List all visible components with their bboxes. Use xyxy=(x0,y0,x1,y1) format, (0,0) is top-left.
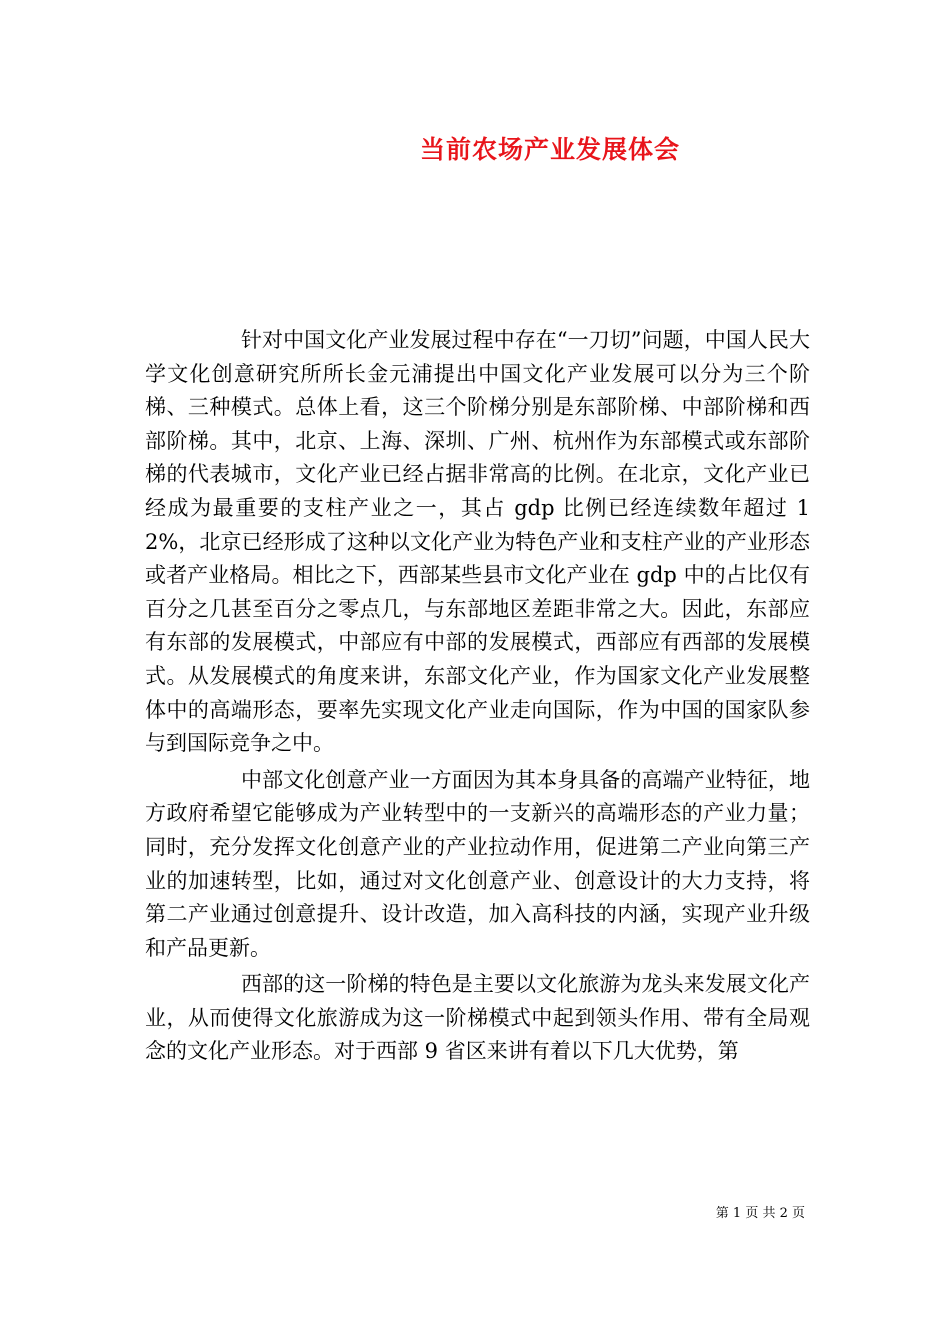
page-footer xyxy=(716,1202,805,1221)
paragraph-3: 西部的这一阶梯的特色是主要以文化旅游为龙头来发展文化产业，从而使得文化旅游成为这一阶梯模式中起到领头作用、带有全局观念的文化产业形态。对于西部 9 省区来讲有着以下几大优势，第 xyxy=(145,972,810,1064)
paragraph-2: 中部文化创意产业一方面因为其本身具备的高端产业特征，地方政府希望它能够成为产业转型中的一支新兴的高端形态的产业力量；同时，充分发挥文化创意产业的产业拉动作用，促进第二产业向第三产业的加速转型，比如，通过对文化创意产业、创意设计的大力支持，将第二产业通过创意提升、设计改造，加入高科技的内涵，实现产业升级和产品更新。 xyxy=(145,767,810,960)
page-number-label: 第 1 页 共 2 页 xyxy=(715,1206,805,1221)
document-title: 当前农场产业发展体会 xyxy=(419,135,680,164)
document-body xyxy=(145,324,810,1072)
paragraph-1: 针对中国文化产业发展过程中存在“一刀切”问题，中国人民大学文化创意研究所所长金元浦提出中国文化产业发展可以分为三个阶梯、三种模式。总体上看，这三个阶梯分别是东部阶梯、中部阶梯和西部阶梯。其中，北京、上海、深圳、广州、杭州作为东部模式或东部阶梯的代表城市，文化产业已经占据非常高的比例。在北京，文化产业已经成为最重要的支柱产业之一，其占 gdp 比例已经连续数年超过 12%，北京已经形成了这种以文化产业为特色产业和支柱产业的产业形态或者产业格局。相比之下，西部某些县市文化产业在 gdp 中的占比仅有百分之几甚至百分之零点几，与东部地区差距非常之大。因此，东部应有东部的发展模式，中部应有中部的发展模式，西部应有西部的发展模式。从发展模式的角度来讲，东部文化产业，作为国家文化产业发展整体中的高端形态，要率先实现文化产业走向国际，作为中国的国家队参与到国际竞争之中。 xyxy=(145,328,810,756)
